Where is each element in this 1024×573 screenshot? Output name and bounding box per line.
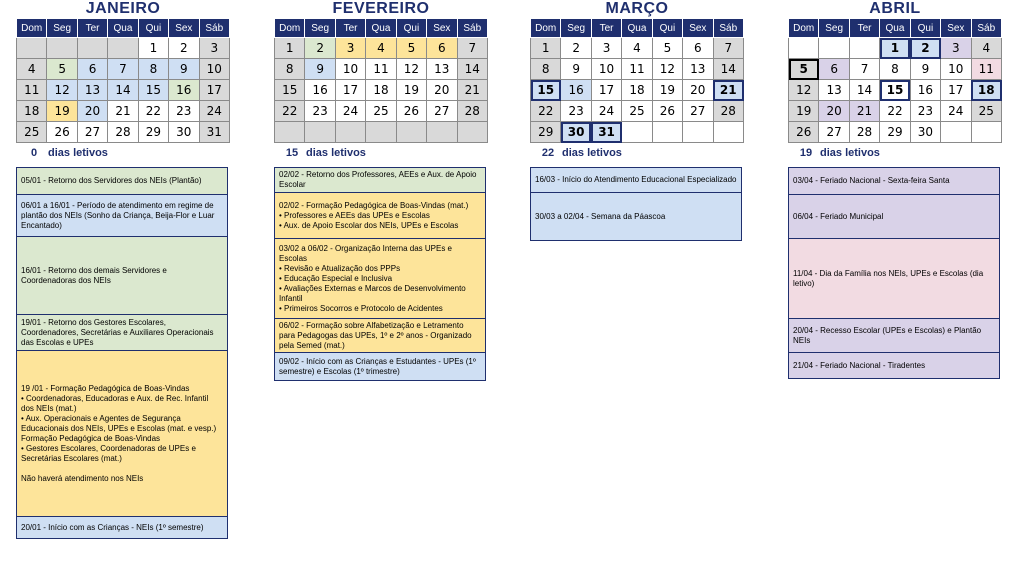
day-cell: 6: [683, 38, 713, 59]
event-text: Formação Pedagógica de Boas-Vindas: [21, 433, 161, 443]
day-cell: 30: [910, 122, 940, 143]
day-cell: 9: [910, 59, 940, 80]
week-row: [275, 59, 488, 80]
event-text: • Professores e AEEs das UPEs e Escolas: [279, 210, 430, 220]
day-cell: 3: [199, 38, 229, 59]
event-text: • Aux. Operacionais e Agentes de Segurança Educacionais dos NEIs, UPEs e Escolas (mat. e vesp.): [21, 413, 217, 433]
day-cell: 21: [849, 101, 879, 122]
month-4: [788, 0, 1002, 379]
weekday-header: Qui: [138, 19, 168, 38]
day-cell: 14: [457, 59, 487, 80]
week-row: [531, 38, 744, 59]
event-box: [274, 353, 486, 381]
event-text: 02/02 - Formação Pedagógica de Boas-Vindas (mat.): [279, 200, 469, 210]
day-cell: 21: [713, 80, 743, 101]
day-cell: 19: [47, 101, 77, 122]
event-text: 16/03 - Início do Atendimento Educacional Especializado: [535, 175, 737, 184]
weekday-header: Ter: [849, 19, 879, 38]
month-title: JANEIRO: [85, 0, 161, 17]
day-cell: 15: [531, 80, 561, 101]
weekday-header: Qui: [910, 19, 940, 38]
day-cell: 5: [652, 38, 682, 59]
weekday-header: Sáb: [971, 19, 1001, 38]
day-cell: 10: [941, 59, 971, 80]
month-title: FEVEREIRO: [332, 0, 430, 17]
day-cell: 18: [971, 80, 1001, 101]
weekday-header: Ter: [77, 19, 107, 38]
day-cell: 6: [427, 38, 457, 59]
day-cell: 9: [305, 59, 335, 80]
weekday-header: Qua: [108, 19, 138, 38]
weekday-header: Dom: [275, 19, 305, 38]
day-cell: 31: [591, 122, 621, 143]
weekday-header: Qui: [396, 19, 426, 38]
month-2: [274, 0, 488, 381]
event-text: 19/01 - Retorno dos Gestores Escolares, Coordenadores, Secretárias e Auxiliares Operacionais das Escolas e UPEs: [21, 317, 214, 347]
weekday-header: Sex: [427, 19, 457, 38]
events-list: [788, 167, 1000, 379]
event-text: 03/02 a 06/02 - Organização Interna das UPEs e Escolas: [279, 243, 452, 263]
day-cell: 10: [335, 59, 365, 80]
day-cell: 27: [427, 101, 457, 122]
day-cell: 4: [971, 38, 1001, 59]
day-cell: 30: [169, 122, 199, 143]
event-box: [16, 237, 228, 315]
month-grid: [274, 18, 488, 143]
event-text: 05/01 - Retorno dos Servidores dos NEIs (Plantão): [21, 176, 202, 185]
day-cell: 16: [305, 80, 335, 101]
event-box: [788, 195, 1000, 239]
week-row: [275, 38, 488, 59]
day-cell: 29: [880, 122, 910, 143]
day-cell: 22: [880, 101, 910, 122]
day-cell: 25: [622, 101, 652, 122]
school-days-label: dias letivos: [306, 147, 366, 159]
weekday-header: Dom: [789, 19, 819, 38]
event-text: 19 /01 - Formação Pedagógica de Boas-Vindas: [21, 383, 190, 393]
day-cell: 8: [880, 59, 910, 80]
school-days-count: [274, 145, 488, 161]
day-cell: 27: [683, 101, 713, 122]
day-cell: 26: [47, 122, 77, 143]
event-box: [16, 351, 228, 517]
day-cell: 1: [880, 38, 910, 59]
event-text: 03/04 - Feriado Nacional - Sexta-feira Santa: [793, 176, 950, 185]
weekday-header: Ter: [335, 19, 365, 38]
day-cell: 17: [941, 80, 971, 101]
school-days-count: [788, 145, 1002, 161]
day-cell: 1: [138, 38, 168, 59]
day-cell: 4: [622, 38, 652, 59]
week-row: [275, 80, 488, 101]
event-box: [16, 167, 228, 195]
event-box: [788, 239, 1000, 319]
day-cell: 13: [683, 59, 713, 80]
event-text: • Avaliações Externas e Marcos de Desenvolvimento Infantil: [279, 283, 466, 303]
day-cell: 29: [531, 122, 561, 143]
event-text: [21, 464, 223, 474]
event-box: [788, 167, 1000, 195]
week-row: [789, 38, 1002, 59]
school-days-count: [16, 145, 230, 161]
day-cell: 14: [849, 80, 879, 101]
day-cell: 21: [457, 80, 487, 101]
month-3: [530, 0, 744, 241]
day-cell: [77, 38, 107, 59]
event-text: • Gestores Escolares, Coordenadoras de UPEs e Secretárias Escolares (mat.): [21, 443, 196, 463]
event-box: [16, 195, 228, 237]
event-box: [530, 167, 742, 193]
week-row: [789, 80, 1002, 101]
event-box: [274, 167, 486, 193]
week-row: [789, 101, 1002, 122]
week-row: [17, 101, 230, 122]
day-cell: 11: [622, 59, 652, 80]
day-cell: 12: [789, 80, 819, 101]
day-cell: 24: [941, 101, 971, 122]
day-cell: 3: [941, 38, 971, 59]
events-list: [530, 167, 742, 241]
event-text: 20/01 - Início com as Crianças - NEIs (1º semestre): [21, 522, 204, 532]
day-cell: 8: [138, 59, 168, 80]
weekday-header: Qua: [622, 19, 652, 38]
day-cell: [713, 122, 743, 143]
day-cell: 17: [335, 80, 365, 101]
day-cell: 10: [591, 59, 621, 80]
day-cell: 2: [169, 38, 199, 59]
weekday-header: Seg: [47, 19, 77, 38]
event-box: [788, 319, 1000, 353]
weekday-header: Seg: [819, 19, 849, 38]
day-cell: 7: [713, 38, 743, 59]
day-cell: 2: [910, 38, 940, 59]
month-title: MARÇO: [605, 0, 669, 17]
day-cell: 20: [427, 80, 457, 101]
day-cell: [652, 122, 682, 143]
day-cell: 20: [77, 101, 107, 122]
weekday-header: Sáb: [457, 19, 487, 38]
weekday-header: Sex: [683, 19, 713, 38]
event-text: 11/04 - Dia da Família nos NEIs, UPEs e Escolas (dia letivo): [793, 268, 984, 288]
day-cell: 31: [199, 122, 229, 143]
event-text: 09/02 - Início com as Crianças e Estudantes - UPEs (1º semestre) e Escolas (1º trimestre): [279, 356, 476, 376]
school-days-number: 19: [799, 147, 813, 159]
day-cell: 30: [561, 122, 591, 143]
week-row: [275, 101, 488, 122]
event-box: [274, 193, 486, 239]
day-cell: [335, 122, 365, 143]
day-cell: 25: [17, 122, 47, 143]
day-cell: 14: [713, 59, 743, 80]
day-cell: 25: [366, 101, 396, 122]
event-box: [16, 517, 228, 539]
day-cell: 15: [275, 80, 305, 101]
events-list: [16, 167, 228, 539]
week-row: [17, 80, 230, 101]
event-box: [530, 193, 742, 241]
day-cell: 23: [561, 101, 591, 122]
day-cell: 4: [17, 59, 47, 80]
day-cell: 25: [971, 101, 1001, 122]
day-cell: 10: [199, 59, 229, 80]
event-text: Não haverá atendimento nos NEIs: [21, 473, 144, 483]
event-text: • Coordenadoras, Educadoras e Aux. de Rec. Infantil dos NEIs (mat.): [21, 393, 209, 413]
day-cell: [366, 122, 396, 143]
day-cell: 19: [789, 101, 819, 122]
weekday-header: Sex: [941, 19, 971, 38]
weekday-header: Dom: [17, 19, 47, 38]
event-text: 06/02 - Formação sobre Alfabetização e Letramento para Pedagogas das UPEs, 1º e 2º anos - Organizado pela Semed (mat.): [279, 320, 472, 350]
day-cell: [275, 122, 305, 143]
day-cell: 19: [396, 80, 426, 101]
day-cell: 27: [819, 122, 849, 143]
day-cell: 8: [275, 59, 305, 80]
day-cell: [971, 122, 1001, 143]
day-cell: [457, 122, 487, 143]
day-cell: 16: [561, 80, 591, 101]
day-cell: 23: [305, 101, 335, 122]
school-days-count: [530, 145, 744, 161]
day-cell: 24: [335, 101, 365, 122]
day-cell: 28: [457, 101, 487, 122]
school-days-number: 15: [285, 147, 299, 159]
day-cell: 3: [591, 38, 621, 59]
day-cell: [683, 122, 713, 143]
week-row: [17, 38, 230, 59]
week-row: [531, 80, 744, 101]
day-cell: 13: [427, 59, 457, 80]
day-cell: 14: [108, 80, 138, 101]
day-cell: 24: [591, 101, 621, 122]
day-cell: 9: [169, 59, 199, 80]
school-days-number: 0: [30, 147, 38, 159]
month-title: ABRIL: [869, 0, 921, 17]
day-cell: 15: [880, 80, 910, 101]
day-cell: 28: [108, 122, 138, 143]
weekday-header: Ter: [591, 19, 621, 38]
week-row: [531, 101, 744, 122]
day-cell: 1: [275, 38, 305, 59]
day-cell: 17: [199, 80, 229, 101]
day-cell: [941, 122, 971, 143]
event-text: 21/04 - Feriado Nacional - Tiradentes: [793, 360, 926, 370]
day-cell: 11: [366, 59, 396, 80]
event-text: • Educação Especial e Inclusiva: [279, 273, 393, 283]
day-cell: 22: [531, 101, 561, 122]
day-cell: 26: [396, 101, 426, 122]
day-cell: 5: [789, 59, 819, 80]
day-cell: 16: [169, 80, 199, 101]
day-cell: 13: [819, 80, 849, 101]
week-row: [275, 122, 488, 143]
event-text: 16/01 - Retorno dos demais Servidores e Coordenadoras dos NEIs: [21, 265, 167, 285]
day-cell: [396, 122, 426, 143]
day-cell: 26: [652, 101, 682, 122]
day-cell: 5: [47, 59, 77, 80]
event-text: • Primeiros Socorros e Protocolo de Acidentes: [279, 303, 443, 313]
day-cell: 8: [531, 59, 561, 80]
day-cell: 18: [17, 101, 47, 122]
day-cell: 9: [561, 59, 591, 80]
weekday-header: Dom: [531, 19, 561, 38]
day-cell: 7: [457, 38, 487, 59]
events-list: [274, 167, 486, 381]
day-cell: 12: [396, 59, 426, 80]
event-text: • Aux. de Apoio Escolar dos NEIs, UPEs e Escolas: [279, 220, 459, 230]
day-cell: [819, 38, 849, 59]
weekday-header: Sex: [169, 19, 199, 38]
day-cell: 27: [77, 122, 107, 143]
day-cell: 2: [305, 38, 335, 59]
day-cell: [47, 38, 77, 59]
day-cell: 17: [591, 80, 621, 101]
day-cell: [789, 38, 819, 59]
event-text: 02/02 - Retorno dos Professores, AEEs e Aux. de Apoio Escolar: [279, 170, 477, 189]
day-cell: 11: [971, 59, 1001, 80]
day-cell: 16: [910, 80, 940, 101]
day-cell: [622, 122, 652, 143]
day-cell: [17, 38, 47, 59]
event-text: 06/01 a 16/01 - Período de atendimento em regime de plantão dos NEIs (Sonho da Criança, Beija-Flor e Luar Encantado): [21, 200, 215, 230]
day-cell: 20: [683, 80, 713, 101]
week-row: [531, 59, 744, 80]
week-row: [531, 122, 744, 143]
day-cell: 20: [819, 101, 849, 122]
day-cell: 18: [366, 80, 396, 101]
day-cell: 28: [713, 101, 743, 122]
weekday-header: Sáb: [199, 19, 229, 38]
weekday-header: Qui: [652, 19, 682, 38]
day-cell: 22: [138, 101, 168, 122]
day-cell: 29: [138, 122, 168, 143]
day-cell: [849, 38, 879, 59]
day-cell: 7: [849, 59, 879, 80]
day-cell: 18: [622, 80, 652, 101]
day-cell: [427, 122, 457, 143]
day-cell: 21: [108, 101, 138, 122]
week-row: [789, 122, 1002, 143]
day-cell: 23: [169, 101, 199, 122]
day-cell: 12: [652, 59, 682, 80]
month-grid: [530, 18, 744, 143]
school-days-label: dias letivos: [48, 147, 108, 159]
day-cell: 15: [138, 80, 168, 101]
day-cell: 6: [819, 59, 849, 80]
weekday-header: Seg: [305, 19, 335, 38]
month-1: [16, 0, 230, 539]
day-cell: 24: [199, 101, 229, 122]
event-box: [788, 353, 1000, 379]
school-days-number: 22: [541, 147, 555, 159]
day-cell: 4: [366, 38, 396, 59]
day-cell: 3: [335, 38, 365, 59]
month-grid: [788, 18, 1002, 143]
day-cell: 1: [531, 38, 561, 59]
day-cell: 28: [849, 122, 879, 143]
day-cell: 19: [652, 80, 682, 101]
weekday-header: Qua: [880, 19, 910, 38]
day-cell: 11: [17, 80, 47, 101]
month-grid: [16, 18, 230, 143]
weekday-header: Sáb: [713, 19, 743, 38]
week-row: [789, 59, 1002, 80]
day-cell: 22: [275, 101, 305, 122]
day-cell: [108, 38, 138, 59]
day-cell: 7: [108, 59, 138, 80]
day-cell: 26: [789, 122, 819, 143]
event-text: • Revisão e Atualização dos PPPs: [279, 263, 401, 273]
event-box: [16, 315, 228, 351]
weekday-header: Qua: [366, 19, 396, 38]
event-box: [274, 239, 486, 319]
event-text: 20/04 - Recesso Escolar (UPEs e Escolas) e Plantão NEIs: [793, 325, 982, 345]
day-cell: [305, 122, 335, 143]
day-cell: 6: [77, 59, 107, 80]
day-cell: 13: [77, 80, 107, 101]
day-cell: 23: [910, 101, 940, 122]
event-box: [274, 319, 486, 353]
day-cell: 12: [47, 80, 77, 101]
day-cell: 5: [396, 38, 426, 59]
week-row: [17, 122, 230, 143]
day-cell: 2: [561, 38, 591, 59]
school-days-label: dias letivos: [820, 147, 880, 159]
event-text: 30/03 a 02/04 - Semana da Páascoa: [535, 211, 666, 221]
weekday-header: Seg: [561, 19, 591, 38]
school-days-label: dias letivos: [562, 147, 622, 159]
week-row: [17, 59, 230, 80]
event-text: 06/04 - Feriado Municipal: [793, 211, 884, 221]
